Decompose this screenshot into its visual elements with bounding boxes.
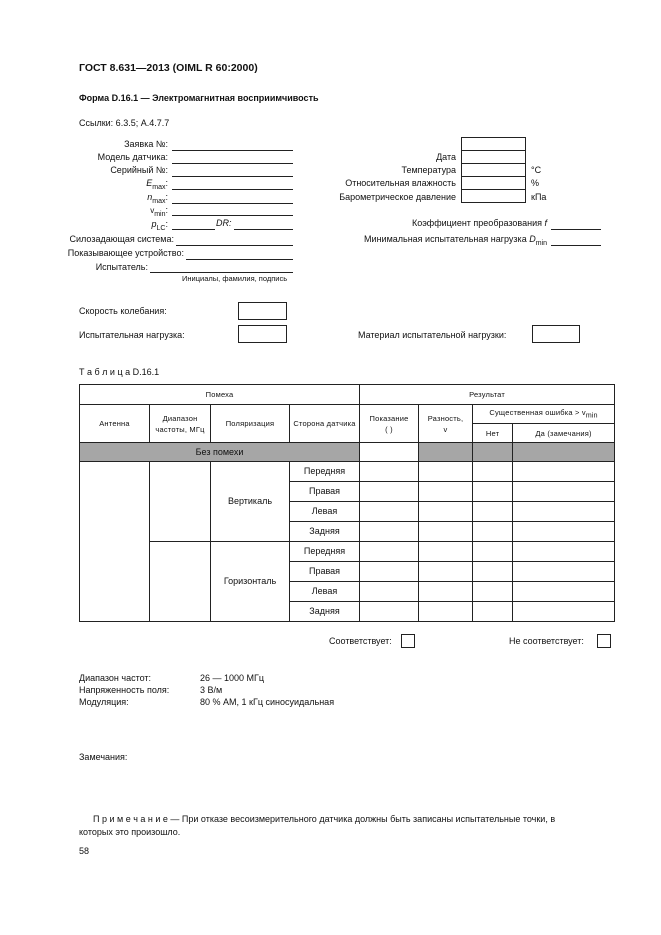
modulation-label: Модуляция: <box>79 697 129 707</box>
side-right: Правая <box>290 482 360 502</box>
side-right: Правая <box>290 562 360 582</box>
freq-range-value: 26 — 1000 МГц <box>200 673 265 683</box>
indicator-field[interactable] <box>186 259 293 260</box>
modulation-value: 80 % АМ, 1 кГц синосуидальная <box>200 697 335 707</box>
note-text-2: которых это произошло. <box>79 827 181 837</box>
dr-label: DR: <box>216 218 232 228</box>
table-cell[interactable] <box>419 582 473 602</box>
table-cell[interactable] <box>360 542 419 562</box>
freq-cell[interactable] <box>150 542 211 622</box>
results-table <box>79 384 615 622</box>
table-cell[interactable] <box>473 462 513 482</box>
table-cell[interactable] <box>473 482 513 502</box>
blank-box[interactable] <box>461 137 526 151</box>
table-cell[interactable] <box>473 582 513 602</box>
pressure-label: Барометрическое давление <box>339 192 456 202</box>
temperature-label: Температура <box>401 165 456 175</box>
sensor-model-label: Модель датчика: <box>97 152 168 162</box>
result-group-header: Результат <box>360 385 615 405</box>
tester-label: Испытатель: <box>95 262 148 272</box>
antenna-cell[interactable] <box>80 462 150 622</box>
table-cell[interactable] <box>419 482 473 502</box>
table-cell[interactable] <box>513 482 615 502</box>
side-left: Левая <box>290 582 360 602</box>
table-cell <box>473 443 513 462</box>
polarization-horizontal: Горизонталь <box>211 542 290 622</box>
application-field[interactable] <box>172 150 293 151</box>
table-cell[interactable] <box>360 602 419 622</box>
serial-field[interactable] <box>172 176 293 177</box>
table-cell[interactable] <box>360 443 419 462</box>
table-cell[interactable] <box>473 542 513 562</box>
table-cell[interactable] <box>419 562 473 582</box>
table-cell[interactable] <box>360 482 419 502</box>
note <box>79 813 619 839</box>
vmin-field[interactable] <box>172 215 293 216</box>
tester-field[interactable] <box>150 272 293 273</box>
field-strength-value: 3 В/м <box>200 685 223 695</box>
table-row <box>80 462 615 482</box>
force-system-field[interactable] <box>176 245 293 246</box>
plc-label: $p_{LC}$: <box>151 219 168 232</box>
table-cell[interactable] <box>360 462 419 482</box>
interference-group-header: Помеха <box>80 385 360 405</box>
side-front: Передняя <box>290 542 360 562</box>
antenna-header: Антенна <box>80 405 150 443</box>
application-label: Заявка №: <box>124 139 168 149</box>
table-cell[interactable] <box>513 462 615 482</box>
pressure-unit: кПа <box>531 192 547 202</box>
freq-range-label: Диапазон частот: <box>79 673 152 683</box>
form-title: Форма D.16.1 — Электромагнитная восприимчивость <box>79 93 319 103</box>
tester-hint: Инициалы, фамилия, подпись <box>182 274 288 283</box>
remarks-label: Замечания: <box>79 752 128 762</box>
table-cell[interactable] <box>473 502 513 522</box>
table-cell[interactable] <box>513 602 615 622</box>
no-interference-row <box>80 443 615 462</box>
field-strength-label: Напряженность поля: <box>79 685 170 695</box>
complies-label: Соответствует: <box>329 636 392 646</box>
pressure-field[interactable] <box>461 189 526 203</box>
table-cell[interactable] <box>513 562 615 582</box>
nmax-label: $n_{max}$: <box>147 192 168 205</box>
no-header: Нет <box>473 424 513 443</box>
table-cell[interactable] <box>513 502 615 522</box>
table-cell[interactable] <box>419 602 473 622</box>
side-front: Передняя <box>290 462 360 482</box>
min-load-label: Минимальная испытательная нагрузка $D_{min}$ <box>364 234 547 247</box>
freq-cell[interactable] <box>150 462 211 542</box>
note-text-1: — При отказе весоизмерительного датчика должны быть записаны испытательные точки, в <box>167 814 556 824</box>
table-cell[interactable] <box>513 522 615 542</box>
table-cell[interactable] <box>473 602 513 622</box>
table-cell[interactable] <box>473 522 513 542</box>
complies-checkbox[interactable] <box>401 634 415 648</box>
table-cell[interactable] <box>513 542 615 562</box>
humidity-field[interactable] <box>461 176 526 190</box>
reading-header: Показание ( ) <box>360 405 419 443</box>
conv-coeff-label: Коэффициент преобразования f <box>411 218 547 228</box>
freq-range-header: Диапазон частоты, МГц <box>150 405 211 443</box>
force-system-label: Силозадающая система: <box>69 234 174 244</box>
table-cell[interactable] <box>419 502 473 522</box>
side-back: Задняя <box>290 522 360 542</box>
serial-label: Серийный №: <box>110 165 168 175</box>
test-load-field[interactable] <box>238 325 287 343</box>
vmin-label: $v_{min}$: <box>150 205 168 218</box>
polarization-vertical: Вертикаль <box>211 462 290 542</box>
no-interference-label: Без помехи <box>80 443 360 462</box>
table-cell[interactable] <box>360 562 419 582</box>
not-complies-label: Не соответствует: <box>509 636 584 646</box>
table-cell[interactable] <box>360 522 419 542</box>
document-title: ГОСТ 8.631—2013 (OIML R 60:2000) <box>79 62 258 74</box>
vibration-speed-field[interactable] <box>238 302 287 320</box>
emax-label: $E_{max}$: <box>146 178 168 191</box>
note-prefix: П р и м е ч а н и е <box>93 814 168 824</box>
not-complies-checkbox[interactable] <box>597 634 611 648</box>
significant-error-header: Существенная ошибка > $v_{min}$ <box>473 405 615 424</box>
table-cell <box>419 443 473 462</box>
page-number: 58 <box>79 846 90 856</box>
sensor-model-field[interactable] <box>172 163 293 164</box>
polarization-header: Поляризация <box>211 405 290 443</box>
vibration-speed-label: Скорость колебания: <box>79 306 167 316</box>
test-load-label: Испытательная нагрузка: <box>79 330 185 340</box>
table-cell[interactable] <box>360 502 419 522</box>
dr-field[interactable] <box>234 229 293 230</box>
table-row <box>80 542 615 562</box>
references: Ссылки: 6.3.5; А.4.7.7 <box>79 118 170 128</box>
temperature-unit: °С <box>531 165 542 175</box>
table-cell <box>513 443 615 462</box>
humidity-label: Относительная влажность <box>345 178 456 188</box>
difference-header: Разность, v <box>419 405 473 443</box>
min-load-field[interactable] <box>551 245 601 246</box>
table-caption: Т а б л и ц а D.16.1 <box>79 367 160 377</box>
table-cell[interactable] <box>513 582 615 602</box>
yes-header: Да (замечания) <box>513 424 615 443</box>
side-back: Задняя <box>290 602 360 622</box>
plc-field[interactable] <box>172 229 215 230</box>
table-cell[interactable] <box>419 522 473 542</box>
emax-field[interactable] <box>172 189 293 190</box>
test-load-material-field[interactable] <box>532 325 580 343</box>
indicator-label: Показывающее устройство: <box>67 248 184 258</box>
conv-coeff-field[interactable] <box>551 229 601 230</box>
table-cell[interactable] <box>419 462 473 482</box>
table-cell[interactable] <box>360 582 419 602</box>
humidity-unit: % <box>531 178 540 188</box>
sensor-side-header: Сторона датчика <box>290 405 360 443</box>
nmax-field[interactable] <box>172 203 293 204</box>
side-left: Левая <box>290 502 360 522</box>
test-load-material-label: Материал испытательной нагрузки: <box>358 330 507 340</box>
temperature-field[interactable] <box>461 163 526 177</box>
table-cell[interactable] <box>419 542 473 562</box>
table-cell[interactable] <box>473 562 513 582</box>
date-field[interactable] <box>461 150 526 164</box>
date-label: Дата <box>436 152 456 162</box>
